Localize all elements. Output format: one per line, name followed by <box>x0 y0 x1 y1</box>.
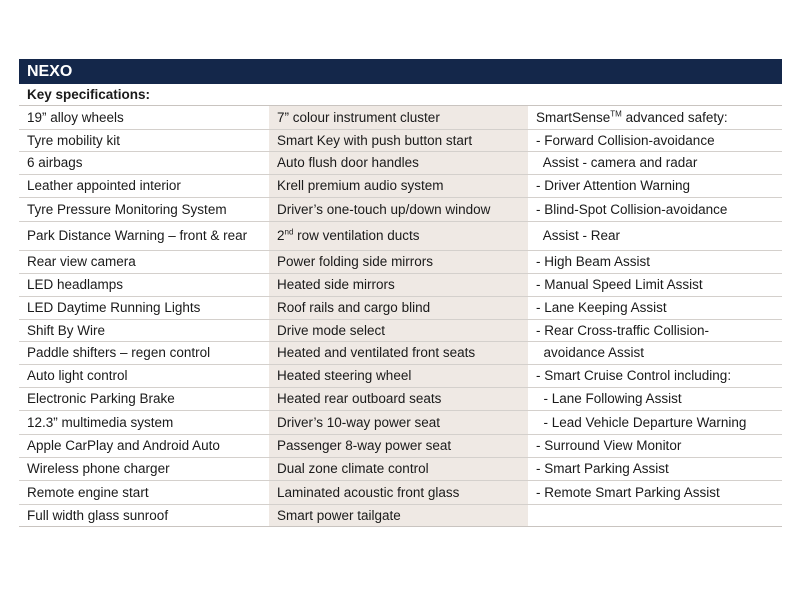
spec-text-tail: advanced safety: <box>621 109 728 125</box>
spec-text: 12.3” multimedia system <box>27 414 174 430</box>
spec-cell-c3 <box>528 129 782 151</box>
spec-text: - Lane Following Assist <box>536 391 682 406</box>
spec-text: Rear view camera <box>27 254 136 269</box>
spec-cell-c3 <box>528 341 782 364</box>
spec-cell-c1 <box>19 364 269 387</box>
spec-cell-c3 <box>528 504 782 526</box>
spec-text: Full width glass sunroof <box>27 507 169 523</box>
spec-cell-c2 <box>269 364 528 387</box>
spec-cell-c3 <box>528 434 782 457</box>
spec-text: Assist - camera and radar <box>536 155 698 170</box>
spec-text: Remote engine start <box>27 484 149 500</box>
spec-text: Park Distance Warning – front & rear <box>27 228 248 243</box>
spec-text: LED headlamps <box>27 277 124 292</box>
spec-cell-c1 <box>19 106 269 129</box>
table-row <box>19 364 782 387</box>
table-row <box>19 250 782 273</box>
spec-cell-c2 <box>269 221 528 250</box>
spec-cell-c3 <box>528 319 782 341</box>
spec-cell-c3 <box>528 364 782 387</box>
spec-cell-c1 <box>19 504 269 526</box>
spec-cell-c2 <box>269 504 528 526</box>
spec-cell-c1 <box>19 221 269 250</box>
table-row <box>19 319 782 341</box>
spec-table-body <box>19 106 782 526</box>
spec-cell-c2 <box>269 319 528 341</box>
spec-text: Leather appointed interior <box>27 178 181 193</box>
spec-text: - Smart Parking Assist <box>536 461 669 476</box>
spec-cell-c2 <box>269 434 528 457</box>
spec-cell-c1 <box>19 273 269 296</box>
spec-cell-c3 <box>528 197 782 221</box>
spec-text: Wireless phone charger <box>27 461 170 476</box>
spec-cell-c2 <box>269 410 528 434</box>
table-row <box>19 273 782 296</box>
spec-cell-c1 <box>19 410 269 434</box>
spec-cell-c3 <box>528 457 782 480</box>
spec-text: avoidance Assist <box>536 345 645 360</box>
spec-cell-c3 <box>528 221 782 250</box>
spec-cell-c1 <box>19 434 269 457</box>
spec-text: Heated and ventilated front seats <box>277 345 476 360</box>
spec-text: Heated rear outboard seats <box>277 391 442 406</box>
table-row <box>19 174 782 197</box>
table-row <box>19 504 782 526</box>
section-heading: Key specifications: <box>19 84 782 106</box>
spec-text: Drive mode select <box>277 322 386 338</box>
spec-text: Passenger 8-way power seat <box>277 438 452 453</box>
spec-cell-c1 <box>19 480 269 504</box>
table-row <box>19 221 782 250</box>
spec-cell-c2 <box>269 273 528 296</box>
spec-text: - Smart Cruise Control including: <box>536 368 732 383</box>
spec-cell-c3 <box>528 174 782 197</box>
spec-text: - Rear Cross-traffic Collision- <box>536 322 710 338</box>
spec-text: SmartSense <box>536 109 611 125</box>
spec-text: - High Beam Assist <box>536 254 651 269</box>
spec-text: 6 airbags <box>27 155 83 170</box>
spec-cell-c2 <box>269 106 528 129</box>
table-row <box>19 129 782 151</box>
spec-cell-c1 <box>19 250 269 273</box>
spec-cell-c2 <box>269 197 528 221</box>
spec-text: Heated steering wheel <box>277 368 412 383</box>
spec-text: Paddle shifters – regen control <box>27 345 211 360</box>
spec-superscript: nd <box>284 227 294 237</box>
spec-cell-c2 <box>269 457 528 480</box>
spec-text: Power folding side mirrors <box>277 254 434 269</box>
spec-text: Laminated acoustic front glass <box>277 484 460 500</box>
spec-table <box>19 106 782 527</box>
spec-text: - Forward Collision-avoidance <box>536 132 715 148</box>
spec-text: Auto flush door handles <box>277 155 419 170</box>
spec-cell-c1 <box>19 129 269 151</box>
spec-cell-c3 <box>528 296 782 319</box>
spec-cell-c3 <box>528 273 782 296</box>
spec-text: - Manual Speed Limit Assist <box>536 277 703 292</box>
spec-text: Smart power tailgate <box>277 507 401 523</box>
spec-text: Shift By Wire <box>27 322 106 338</box>
spec-cell-c1 <box>19 296 269 319</box>
spec-text: Assist - Rear <box>536 228 621 243</box>
spec-text: Electronic Parking Brake <box>27 391 175 406</box>
spec-cell-c3 <box>528 151 782 174</box>
table-row <box>19 106 782 129</box>
spec-cell-c2 <box>269 387 528 410</box>
spec-text: Driver’s one-touch up/down window <box>277 201 491 217</box>
spec-cell-c1 <box>19 151 269 174</box>
table-row <box>19 480 782 504</box>
spec-text: Dual zone climate control <box>277 461 429 476</box>
spec-text-tail: row ventilation ducts <box>293 228 420 243</box>
spec-text: - Remote Smart Parking Assist <box>536 484 720 500</box>
spec-text: Heated side mirrors <box>277 277 395 292</box>
spec-superscript: TM <box>610 109 622 119</box>
table-row <box>19 410 782 434</box>
spec-cell-c3 <box>528 106 782 129</box>
spec-text: Krell premium audio system <box>277 178 444 193</box>
table-row <box>19 457 782 480</box>
spec-cell-c3 <box>528 480 782 504</box>
table-row <box>19 197 782 221</box>
spec-text: Driver’s 10-way power seat <box>277 414 441 430</box>
spec-text: - Lane Keeping Assist <box>536 300 667 315</box>
spec-cell-c1 <box>19 457 269 480</box>
spec-text: Smart Key with push button start <box>277 132 473 148</box>
spec-cell-c2 <box>269 129 528 151</box>
table-row <box>19 434 782 457</box>
spec-cell-c1 <box>19 341 269 364</box>
spec-cell-c2 <box>269 480 528 504</box>
spec-cell-c2 <box>269 250 528 273</box>
table-row <box>19 151 782 174</box>
spec-cell-c3 <box>528 387 782 410</box>
spec-text: Auto light control <box>27 368 128 383</box>
spec-text: Apple CarPlay and Android Auto <box>27 438 220 453</box>
spec-cell-c1 <box>19 387 269 410</box>
spec-cell-c2 <box>269 341 528 364</box>
spec-text: Tyre Pressure Monitoring System <box>27 201 227 217</box>
spec-cell-c3 <box>528 410 782 434</box>
spec-text: 19” alloy wheels <box>27 109 124 125</box>
table-row <box>19 341 782 364</box>
spec-text: - Driver Attention Warning <box>536 178 691 193</box>
spec-cell-c1 <box>19 319 269 341</box>
spec-cell-c3 <box>528 250 782 273</box>
spec-text: 7” colour instrument cluster <box>277 109 440 125</box>
table-row <box>19 296 782 319</box>
spec-cell-c2 <box>269 296 528 319</box>
spec-cell-c2 <box>269 174 528 197</box>
spec-text: Roof rails and cargo blind <box>277 300 431 315</box>
spec-text: Tyre mobility kit <box>27 132 121 148</box>
spec-text: 2 <box>277 228 285 243</box>
spec-text: - Blind-Spot Collision-avoidance <box>536 201 728 217</box>
spec-cell-c1 <box>19 174 269 197</box>
spec-sheet <box>19 59 782 527</box>
spec-cell-c1 <box>19 197 269 221</box>
spec-text: - Surround View Monitor <box>536 438 682 453</box>
model-title: NEXO <box>19 59 782 84</box>
spec-cell-c2 <box>269 151 528 174</box>
spec-text: - Lead Vehicle Departure Warning <box>536 414 747 430</box>
table-row <box>19 387 782 410</box>
spec-text: LED Daytime Running Lights <box>27 300 201 315</box>
